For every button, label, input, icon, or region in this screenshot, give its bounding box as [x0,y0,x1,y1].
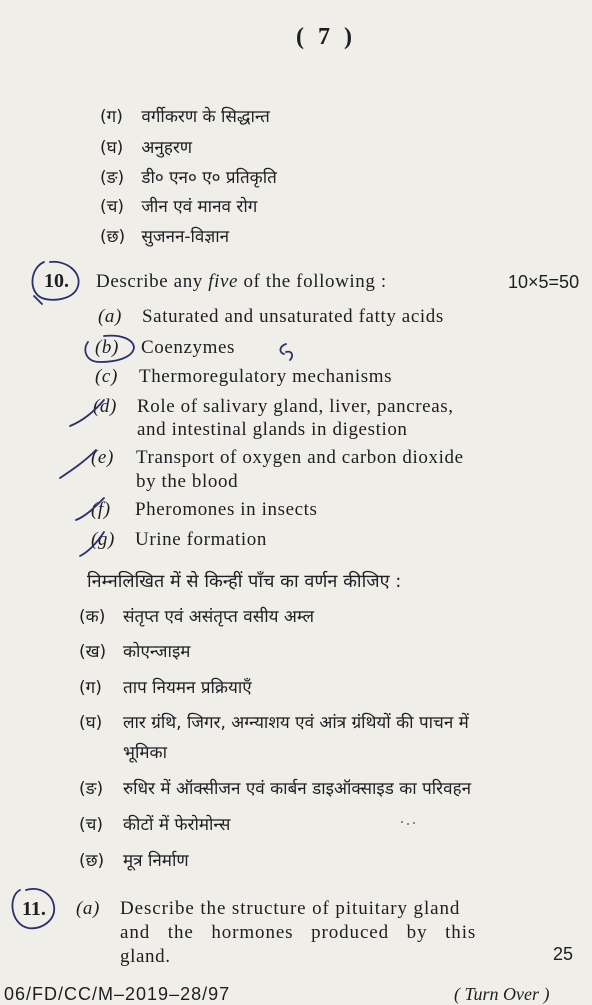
item-label: (e) [91,447,114,468]
question-11-label [76,898,100,920]
item-label: (b) [95,337,119,358]
q10-item-c [95,366,392,388]
item-label: (d) [93,396,117,417]
question-10-hindi-prompt: निम्नलिखित में से किन्हीं पाँच का वर्णन कीजिए : [87,571,402,592]
prev-item [100,135,192,158]
item-label: (क) [79,607,106,627]
question-11-line1: Describe the structure of pituitary gland [120,898,461,919]
item-line: कीटों में फेरोमोन्स [123,815,231,835]
item-line: Transport of oxygen and carbon dioxide [136,447,464,468]
q10-item-d-line2: and intestinal glands in digestion [137,419,408,440]
question-10-prompt [96,271,387,293]
item-line: ताप नियमन प्रक्रियाएँ [123,678,252,698]
item-label: (छ) [100,227,126,247]
item-label: (च) [100,197,125,217]
item-line: Pheromones in insects [135,499,318,520]
q10-item-e [91,447,464,469]
question-11-marks: 25 [553,944,574,964]
item-label: (ङ) [100,168,125,188]
prev-item [100,194,257,217]
prev-item [100,224,229,247]
q10-item-d [93,396,454,418]
item-text: डी० एन० ए० प्रतिकृति [141,168,277,188]
item-label: (घ) [100,138,124,158]
item-text: जीन एवं मानव रोग [141,197,258,217]
item-line: रुधिर में ऑक्सीजन एवं कार्बन डाइऑक्साइड का परिवहन [123,779,472,799]
q10-hindi-item-d-line2: भूमिका [123,743,167,763]
item-line: Coenzymes [141,337,236,358]
item-label: (ख) [79,642,107,662]
item-line: Urine formation [135,529,267,550]
question-10-marks: 10×5=50 [508,272,580,292]
item-line: कोएन्जाइम [123,642,191,662]
item-label: (ग) [100,107,123,127]
q10-hindi-item [79,639,190,662]
prev-item [100,165,277,188]
tick-q10-mark [34,296,42,304]
q10-hindi-item [79,776,471,799]
item-text: सुजनन-विज्ञान [141,227,230,247]
q10-hindi-item [79,675,252,698]
q10-item-e-line2: by the blood [136,471,239,492]
item-label: (ग) [79,678,102,698]
q10-item-g [91,529,267,551]
item-label: (घ) [79,713,103,733]
q10-hindi-item [79,812,230,835]
item-label: (ङ) [79,779,104,799]
question-11-number: 11. [22,898,46,920]
q10-item-a [98,306,444,328]
q10-item-f [91,499,318,521]
q10-hindi-item [79,710,469,733]
item-label: (छ) [79,851,105,871]
item-label: (च) [79,815,104,835]
prompt-suffix: of the following : [238,271,387,292]
item-label: (a) [76,898,100,919]
prev-item [100,104,270,127]
item-text: वर्गीकरण के सिद्धान्त [141,107,270,127]
question-11-line3: gland. [120,946,171,967]
item-text: अनुहरण [141,138,193,158]
item-line: Saturated and unsaturated fatty acids [142,306,444,327]
item-label: (f) [91,499,111,520]
question-11-line2: and the hormones produced by this [120,922,477,943]
page-number: ( 7 ) [296,24,356,50]
footer-turn-over: ( Turn Over ) [454,984,550,1004]
scribble-mark [280,344,292,360]
q10-hindi-item [79,604,314,627]
item-line: संतृप्त एवं असंतृप्त वसीय अम्ल [123,607,315,627]
item-line: Thermoregulatory mechanisms [139,366,393,387]
q10-hindi-item [79,848,189,871]
item-line: Role of salivary gland, liver, pancreas, [137,396,454,417]
footer-code: 06/FD/CC/M–2019–28/97 [4,984,231,1004]
prompt-emphasis: five [208,271,239,292]
item-line: मूत्र निर्माण [123,851,189,871]
item-label: (g) [91,529,115,550]
item-label: (a) [98,306,122,327]
item-line: लार ग्रंथि, जिगर, अग्न्याशय एवं आंत्र ग्रंथियों की पाचन में [123,713,469,733]
prompt-prefix: Describe any [96,271,209,292]
item-label: (c) [95,366,118,387]
question-10-number: 10. [44,270,69,292]
q10-item-b [95,337,235,359]
